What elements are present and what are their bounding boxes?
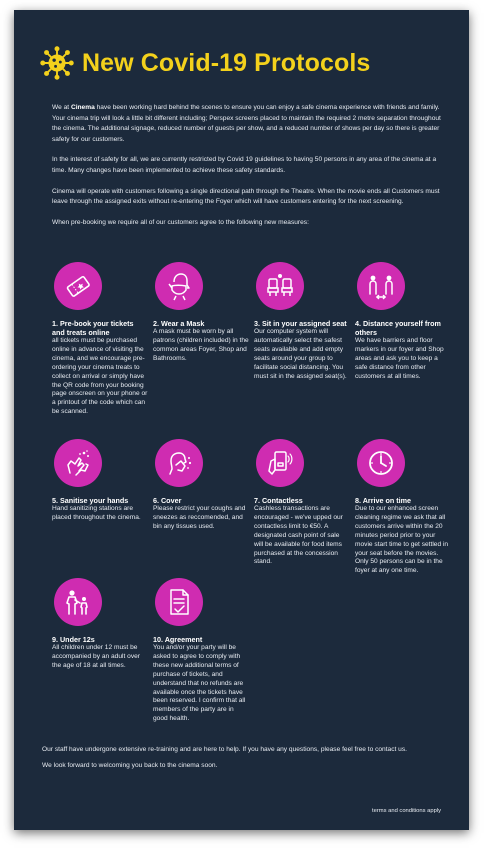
measure-body: We have barriers and floor markers in our foyer and Shop areas and ask you to keep a safe distance from other customers at all times. <box>355 337 444 380</box>
agreement-icon <box>155 578 203 626</box>
measure-title: 8. Arrive on time <box>355 496 412 505</box>
measure-item <box>254 262 350 381</box>
measure-body: You and/or your party will be asked to agree to comply with these new additional terms of purchase of tickets, and understand that no refunds are available once the tickets have been reserved. I confirm that all members of the party are in good health. <box>153 644 246 723</box>
ticket-icon <box>54 262 102 310</box>
measure-item <box>153 262 249 364</box>
intro-text <box>52 103 442 238</box>
protocols-poster <box>14 10 469 830</box>
measure-body: Hand sanitizing stations are placed throughout the cinema. <box>52 505 141 521</box>
measure-title: 1. Pre-book your tickets and treats online <box>52 319 134 337</box>
footer-line: We look forward to welcoming you back to the cinema soon. <box>42 762 218 769</box>
measure-title: 9. Under 12s <box>52 635 95 644</box>
measure-title: 6. Cover <box>153 496 182 505</box>
measure-body: Cashless transactions are encouraged - we've upped our contactless limit to €50. A designated cash point of sale will be available for food items purchased at the concession stand. <box>254 505 343 566</box>
page-title: New Covid-19 Protocols <box>82 48 371 77</box>
measure-title: 10. Agreement <box>153 635 203 644</box>
clock-icon <box>357 439 405 487</box>
measure-body: Please restrict your coughs and sneezes as reccomended, and bin any tissues used. <box>153 505 246 530</box>
measure-title: 4. Distance yourself from others <box>355 319 441 337</box>
measure-title: 2. Wear a Mask <box>153 319 205 328</box>
mask-icon <box>155 262 203 310</box>
measure-body: Due to our enhanced screen cleaning regime we ask that all customers arrive within the 20 minutes period prior to your movie start time to get settled in your seat before the movies. Only 50 persons can be in the foyer at any one time. <box>355 505 449 575</box>
sanitise-icon <box>54 439 102 487</box>
family-icon <box>54 578 102 626</box>
intro-paragraph-2: In the interest of safety for all, we are currently restricted by Covid 19 guidelines to having 50 persons in any area of the cinema at a time. Many changes have been implemented to achieve these safety standards. <box>52 156 437 174</box>
measure-title: 3. Sit in your assigned seat <box>254 319 347 328</box>
measure-body: Our computer system will automatically select the safest seats available and add empty seats around your group to facilitate social distancing. You must sit in the assigned seat(s). <box>254 328 347 380</box>
measure-item <box>153 578 249 724</box>
measure-body: A mask must be worn by all patrons (children included) in the common areas Foyer, Shop and Bathrooms. <box>153 328 249 362</box>
intro-paragraph-1: We at Cinema have been working hard behind the scenes to ensure you can enjoy a safe cinema experience with friends and family. Your cinema trip will look a little bit different including; Perspex screens placed to maintain the required 2 metre separation throughout the cinema. The additional signage, reduced number of guests per show, and a reduced number of shows per day so there is greater safety for our customers. <box>52 104 441 143</box>
terms-note: terms and conditions apply <box>372 808 441 814</box>
measure-item <box>254 439 350 567</box>
measure-item <box>355 262 451 382</box>
measure-item <box>355 439 451 576</box>
brand-name: Cinema <box>70 104 95 111</box>
measure-body: All children under 12 must be accompanied by an adult over the age of 18 at all times. <box>52 644 140 669</box>
footer-line: Our staff have undergone extensive re-training and are here to help. If you have any questions, please feel free to contact us. <box>42 746 407 753</box>
virus-icon <box>38 44 76 82</box>
intro-paragraph-3: Cinema will operate with customers following a single directional path through the Theatre. When the movie ends all Customers must leave through the assigned exits without re-entering the Foyer which will have customers entering for the next screening. <box>52 187 440 206</box>
measure-title: 5. Sanitise your hands <box>52 496 129 505</box>
measure-item <box>52 262 148 417</box>
measure-item <box>153 439 249 532</box>
footer-text <box>42 744 452 776</box>
intro-paragraph-4: When pre-booking we require all of our customers agree to the following new measures: <box>52 218 309 226</box>
contactless-icon <box>256 439 304 487</box>
sneeze-icon <box>155 439 203 487</box>
header <box>38 40 458 86</box>
seats-icon <box>256 262 304 310</box>
distance-icon <box>357 262 405 310</box>
measure-body: all tickets must be purchased online in advance of visiting the cinema, and we encourage pre-ordering your cinema treats to collect on arrival or simply have the QR code from your booking page onscreen on your phone or a printout of the code which can be scanned. <box>52 337 148 416</box>
measure-title: 7. Contactless <box>254 496 303 505</box>
measure-item <box>52 578 148 671</box>
measure-item <box>52 439 148 523</box>
